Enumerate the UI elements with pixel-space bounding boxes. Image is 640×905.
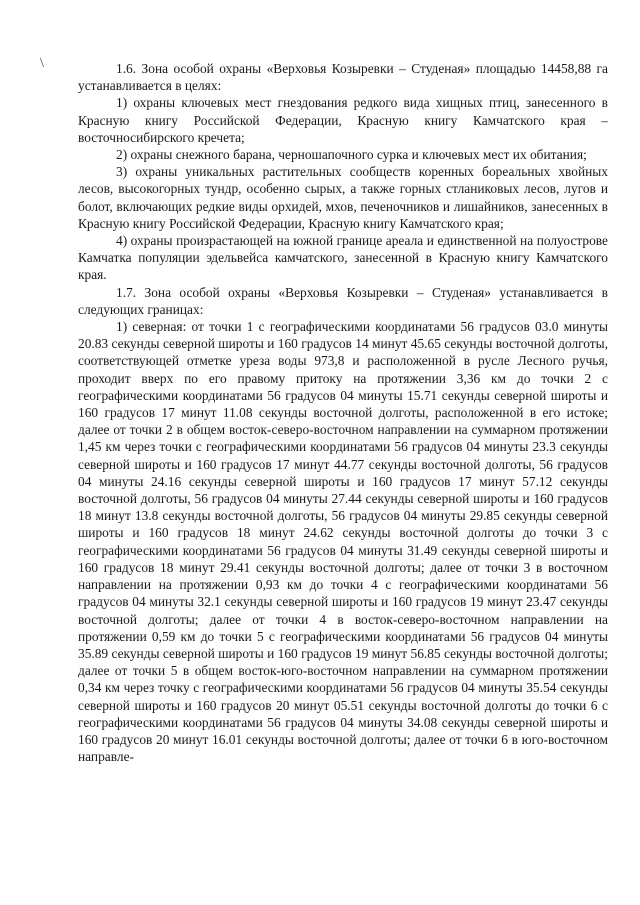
paragraph-1-6-item-4: 4) охраны произрастающей на южной границе ареала и единственной на полуострове Камчатка популяции эдельвейса камчатского, занесенной в Красную книгу Камчатского края. (78, 233, 608, 283)
paragraph-1-6: 1.6. Зона особой охраны «Верховья Козыревки – Студеная» площадью 14458,88 га устанавливается в целях: (78, 61, 608, 94)
paragraph-1-6-item-3: 3) охраны уникальных растительных сообществ коренных бореальных хвойных лесов, высокогорных тундр, особенно сырых, а также горных стланиковых лесов, лугов и болот, включающих редкие виды орхидей, мхов, печеночников и лишайников, занесенных в Красную книгу Российской Федерации, Красную книгу Камчатского края; (78, 164, 608, 231)
margin-mark: \ (40, 56, 44, 71)
document-body (78, 60, 608, 765)
paragraph-1-7-item-1: 1) северная: от точки 1 с географическими координатами 56 градусов 03.0 минуты 20.83 секунды северной широты и 160 градусов 14 минут 45.65 секунды восточной долготы, соответствующей отметке уреза воды 973,8 и расположенной в русле Лесного ручья, проходит вверх по его правому притоку на протяжении 3,36 км до точки 2 с географическими координатами 56 градусов 04 минуты 15.71 секунды северной широты и 160 градусов 17 минут 11.08 секунды восточной долготы, расположенной в его истоке; далее от точки 2 в общем восток-северо-восточном направлении на суммарном протяжении 1,45 км через точки с географическими координатами 56 градусов 04 минуты 23.3 секунды северной широты и 160 градусов 17 минут 44.77 секунды восточной долготы, 56 градусов 04 минуты 24.16 секунды северной широты и 160 градусов 17 минут 57.12 секунды восточной долготы, 56 градусов 04 минуты 27.44 секунды северной широты и 160 градусов 18 минут 13.8 секунды восточной долготы, 56 градусов 04 минуты 29.85 секунды северной широты и 160 градусов 18 минут 24.62 секунды восточной долготы до точки 3 с географическими координатами 56 градусов 04 минуты 31.49 секунды северной широты и 160 градусов 18 минут 29.41 секунды восточной долготы; далее от точки 3 в восточном направлении на протяжении 0,93 км до точки 4 с географическими координатами 56 градусов 04 минуты 32.1 секунды северной широты и 160 градусов 19 минут 23.47 секунды восточной долготы; далее от точки 4 в восток-северо-восточном направлении на протяжении 0,59 км до точки 5 с географическими координатами 56 градусов 04 минуты 35.89 секунды северной широты и 160 градусов 19 минут 56.85 секунды восточной долготы; далее от точки 5 в общем восток-юго-восточном направлении на суммарном протяжении 0,34 км через точку с географическими координатами 56 градусов 04 минуты 35.54 секунды северной широты и 160 градусов 20 минут 05.51 секунды восточной долготы до точки 6 с географическими координатами 56 градусов 04 минуты 34.08 секунды северной широты и 160 градусов 20 минут 16.01 секунды восточной долготы; далее от точки 6 в юго-восточном направле- (78, 319, 608, 765)
paragraph-1-6-item-2: 2) охраны снежного барана, черношапочного сурка и ключевых мест их обитания; (116, 147, 587, 163)
paragraph-1-6-item-1: 1) охраны ключевых мест гнездования редкого вида хищных птиц, занесенного в Красную книгу Российской Федерации, Красную книгу Камчатского края – восточносибирского кречета; (78, 95, 608, 145)
paragraph-1-7: 1.7. Зона особой охраны «Верховья Козыревки – Студеная» устанавливается в следующих границах: (78, 284, 608, 317)
